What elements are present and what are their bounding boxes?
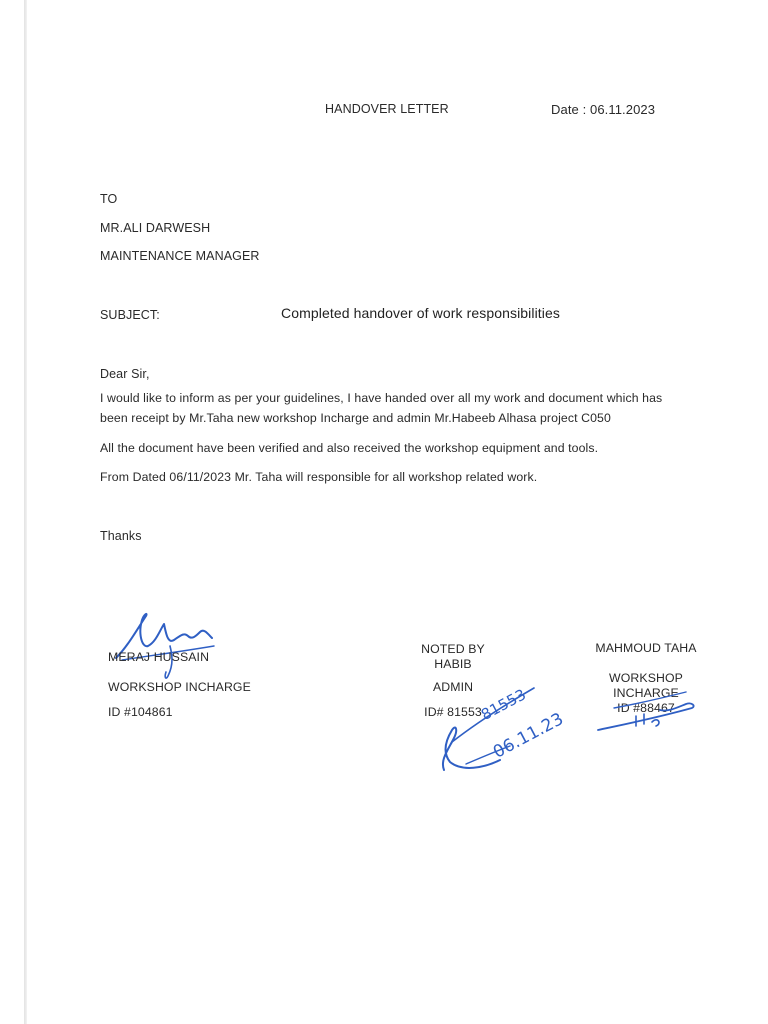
letter-title: HANDOVER LETTER	[325, 102, 449, 116]
signature-mahmoud-taha	[596, 686, 706, 736]
subject-text: Completed handover of work responsibilities	[281, 305, 560, 321]
signatory-middle-title: ADMIN	[432, 680, 474, 694]
body-paragraph-3: From Dated 06/11/2023 Mr. Taha will responsible for all workshop related work.	[100, 470, 538, 484]
closing: Thanks	[100, 529, 142, 543]
signatory-middle-name: HABIB	[434, 657, 472, 671]
signatory-left-id: ID #104861	[108, 705, 173, 719]
handwritten-mark: 81553	[478, 685, 530, 724]
body-paragraph-2: All the document have been verified and also received the workshop equipment and tools.	[100, 441, 599, 455]
salutation: Dear Sir,	[100, 367, 150, 381]
signatory-middle-noted-by: NOTED BY	[421, 642, 485, 656]
body-paragraph-1-line-1: I would like to inform as per your guidelines, I have handed over all my work and document which has	[100, 391, 663, 405]
recipient-role: MAINTENANCE MANAGER	[100, 249, 260, 263]
subject-label: SUBJECT:	[100, 308, 160, 322]
signatory-right-title-line-1: WORKSHOP	[609, 671, 683, 685]
signatory-left-title: WORKSHOP INCHARGE	[108, 680, 251, 694]
signatory-right-title-line-2: INCHARGE	[613, 686, 679, 700]
scan-page-edge	[24, 0, 27, 1024]
recipient-name: MR.ALI DARWESH	[100, 221, 211, 235]
signatory-right-name: MAHMOUD TAHA	[595, 641, 697, 655]
letter-date: Date : 06.11.2023	[551, 102, 656, 117]
body-paragraph-1-line-2: been receipt by Mr.Taha new workshop Incharge and admin Mr.Habeeb Alhasa project C050	[100, 411, 611, 425]
signatory-right-id: ID #88467	[617, 701, 675, 715]
handwritten-date: 06.11.23	[490, 709, 567, 763]
recipient-to: TO	[100, 192, 118, 206]
signatory-middle-id: ID# 81553	[424, 705, 482, 719]
signatory-left-name: MERAJ HUSSAIN	[108, 650, 210, 664]
signature-meraj-hussain	[108, 606, 223, 686]
